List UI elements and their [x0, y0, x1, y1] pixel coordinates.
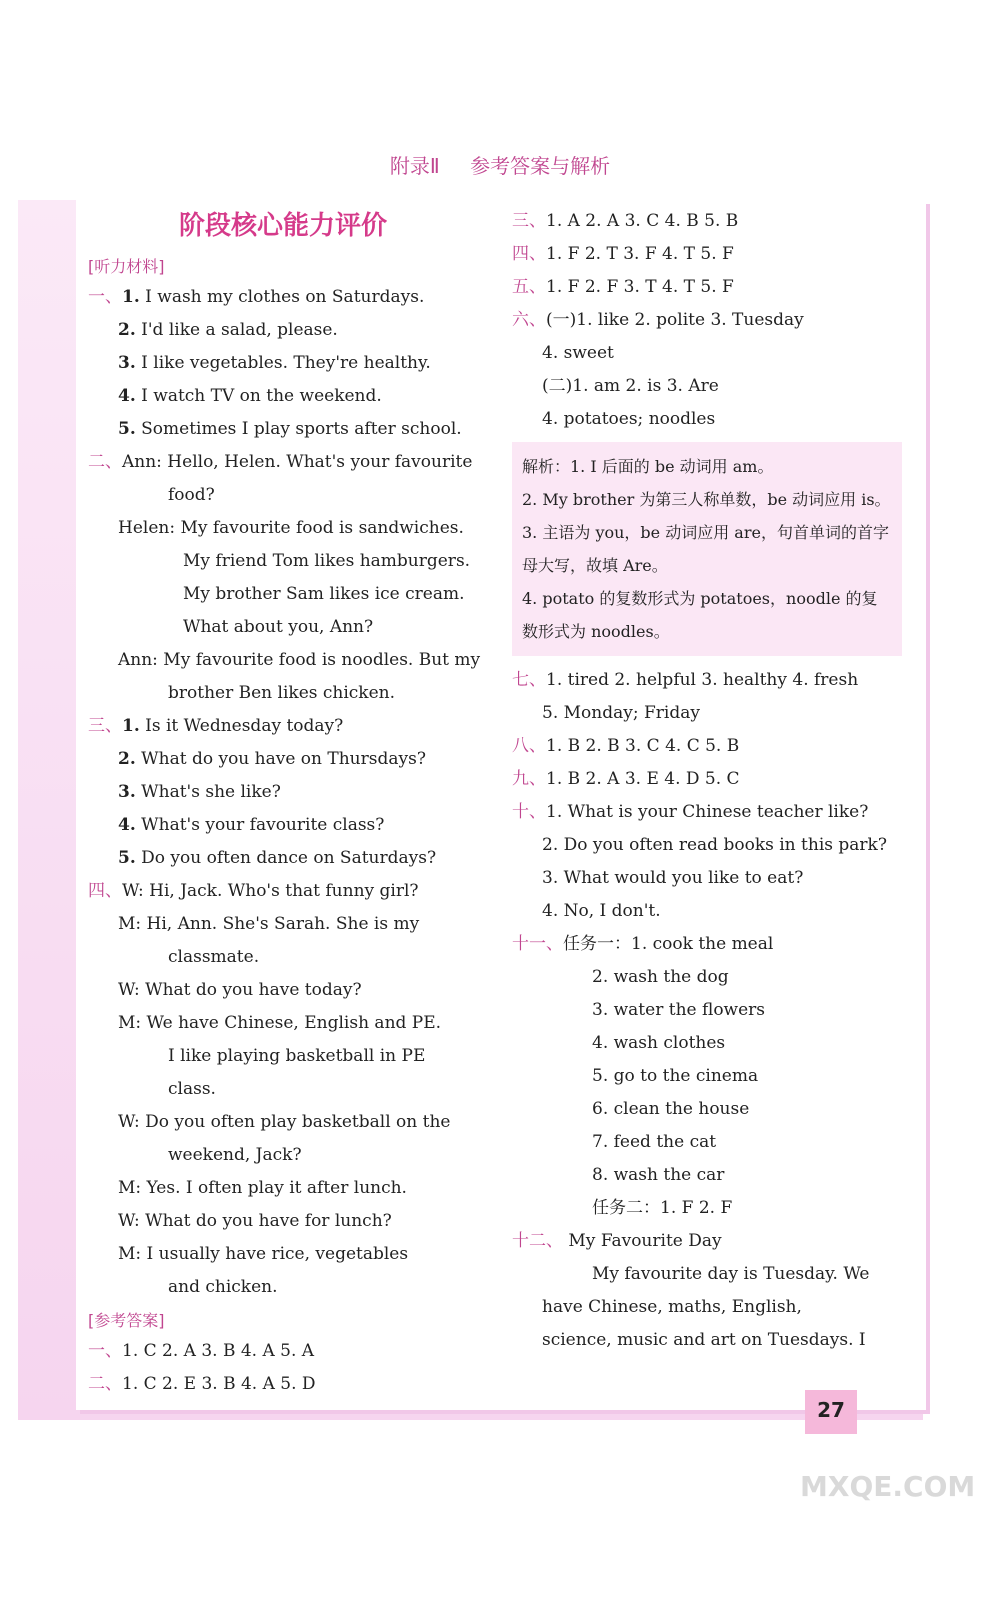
- line-text: science, music and art on Tuesdays. I: [542, 1330, 866, 1350]
- watermark: [800, 1470, 980, 1580]
- line-text: M: I usually have rice, vegetables: [118, 1244, 409, 1264]
- line-text: 1. B 2. B 3. C 4. C 5. B: [546, 736, 740, 756]
- answer-line: [512, 337, 907, 370]
- section-number: 一、: [88, 1341, 122, 1361]
- line-text: 1. C 2. A 3. B 4. A 5. A: [122, 1341, 315, 1361]
- analysis-line: 4. potato 的复数形式为 potatoes，noodle 的复数形式为 noodles。: [522, 589, 878, 641]
- listening-line: [88, 1106, 478, 1139]
- left-column: [88, 205, 481, 1401]
- line-text: Do you often dance on Saturdays?: [135, 848, 437, 868]
- section-number: 二、: [88, 452, 122, 472]
- listening-line: [88, 644, 481, 677]
- listening-line: [88, 1073, 478, 1106]
- answer-lines: [88, 1335, 478, 1401]
- listening-line: [88, 1238, 478, 1271]
- section-number: 九、: [512, 769, 546, 789]
- listening-line: [88, 974, 478, 1007]
- answer-line: [512, 370, 907, 403]
- listening-line: [88, 578, 478, 611]
- line-text: 1. F 2. F 3. T 4. T 5. F: [546, 277, 734, 297]
- listening-line: [88, 380, 478, 413]
- page-number: 27: [805, 1390, 857, 1434]
- answer-line: [512, 928, 907, 961]
- line-text: 3. What would you like to eat?: [542, 868, 804, 888]
- answer-line: [512, 829, 907, 862]
- answer-line: [512, 1192, 907, 1225]
- section-number: 二、: [88, 1374, 122, 1394]
- line-text: Is it Wednesday today?: [139, 716, 344, 736]
- item-number: 5.: [118, 419, 136, 439]
- listening-line: [88, 479, 478, 512]
- section-number: 一、: [88, 287, 122, 307]
- line-text: 1. tired 2. helpful 3. healthy 4. fresh: [546, 670, 859, 690]
- line-text: (二)1. am 2. is 3. Are: [542, 376, 719, 396]
- line-text: 2. Do you often read books in this park?: [542, 835, 887, 855]
- line-text: My Favourite Day: [563, 1231, 722, 1251]
- line-text: What's your favourite class?: [135, 815, 385, 835]
- line-text: What do you have on Thursdays?: [135, 749, 426, 769]
- item-number: 3.: [118, 353, 136, 373]
- answer-line: [512, 1225, 907, 1258]
- listening-line: [88, 1007, 478, 1040]
- answer-line: [512, 238, 907, 271]
- line-text: 1. A 2. A 3. C 4. B 5. B: [546, 211, 739, 231]
- line-text: brother Ben likes chicken.: [168, 683, 396, 703]
- item-number: 2.: [118, 749, 136, 769]
- listening-line: [88, 413, 478, 446]
- answer-line: [512, 664, 907, 697]
- right-column: [512, 205, 907, 1357]
- line-text: I wash my clothes on Saturdays.: [139, 287, 425, 307]
- answer-line: [88, 1335, 478, 1368]
- line-text: 1. C 2. E 3. B 4. A 5. D: [122, 1374, 316, 1394]
- answer-line: [512, 1093, 907, 1126]
- listening-line: [88, 446, 478, 479]
- line-text: 3. water the flowers: [592, 1000, 766, 1020]
- line-text: W: Do you often play basketball on the: [118, 1112, 451, 1132]
- listening-line: [88, 941, 478, 974]
- line-text: 2. wash the dog: [592, 967, 729, 987]
- listening-line: [88, 1271, 478, 1304]
- line-text: W: What do you have for lunch?: [118, 1211, 392, 1231]
- listening-line: [88, 512, 478, 545]
- line-text: I watch TV on the weekend.: [135, 386, 382, 406]
- section-number: 六、: [512, 310, 546, 330]
- listening-line: [88, 1205, 478, 1238]
- answer-line: [512, 763, 907, 796]
- line-text: 5. go to the cinema: [592, 1066, 759, 1086]
- listening-line: [88, 875, 478, 908]
- analysis-box: [512, 442, 902, 656]
- line-text: 4. potatoes; noodles: [542, 409, 716, 429]
- answer-line: [512, 1126, 907, 1159]
- analysis-line: 解析：1. I 后面的 be 动词用 am。: [522, 457, 774, 476]
- section-number: 八、: [512, 736, 546, 756]
- section-number: 三、: [88, 716, 122, 736]
- line-text: (一)1. like 2. polite 3. Tuesday: [546, 310, 804, 330]
- answer-line: [512, 1324, 907, 1357]
- line-text: have Chinese, maths, English,: [542, 1297, 802, 1317]
- analysis-line: 2. My brother 为第三人称单数，be 动词应用 is。: [522, 490, 891, 509]
- listening-tag: [听力材料]: [88, 257, 165, 276]
- line-text: 7. feed the cat: [592, 1132, 717, 1152]
- line-text: Ann: My favourite food is noodles. But my: [118, 650, 481, 670]
- line-text: Helen: My favourite food is sandwiches.: [118, 518, 464, 538]
- line-text: What's she like?: [135, 782, 281, 802]
- answer-line: [512, 1291, 907, 1324]
- listening-line: [88, 776, 478, 809]
- line-text: and chicken.: [168, 1277, 278, 1297]
- watermark-text: MXQE.COM: [800, 1470, 976, 1503]
- item-number: 3.: [118, 782, 136, 802]
- answer-line: [512, 862, 907, 895]
- listening-line: [88, 743, 478, 776]
- section-number: 十、: [512, 802, 546, 822]
- answer-line: [512, 730, 907, 763]
- line-text: 4. sweet: [542, 343, 614, 363]
- answer-line: [512, 205, 907, 238]
- line-text: weekend, Jack?: [168, 1145, 302, 1165]
- item-number: 1.: [122, 716, 140, 736]
- line-text: Sometimes I play sports after school.: [135, 419, 462, 439]
- listening-line: [88, 314, 478, 347]
- answer-line: [512, 895, 907, 928]
- section-number: 十一、: [512, 934, 563, 954]
- line-text: M: Hi, Ann. She's Sarah. She is my: [118, 914, 420, 934]
- line-text: food?: [168, 485, 215, 505]
- line-text: Ann: Hello, Helen. What's your favourite: [122, 452, 473, 472]
- answer-line: [512, 304, 907, 337]
- item-number: 5.: [118, 848, 136, 868]
- header-title: 参考答案与解析: [470, 154, 611, 178]
- line-text: 8. wash the car: [592, 1165, 725, 1185]
- line-text: My friend Tom likes hamburgers.: [183, 551, 471, 571]
- section-number: 四、: [512, 244, 546, 264]
- line-text: W: Hi, Jack. Who's that funny girl?: [122, 881, 419, 901]
- line-text: class.: [168, 1079, 216, 1099]
- section-number: 十二、: [512, 1231, 563, 1251]
- answer-line: [512, 403, 907, 436]
- answer-line: [512, 994, 907, 1027]
- line-text: I like vegetables. They're healthy.: [135, 353, 431, 373]
- page-header: [0, 150, 1000, 179]
- listening-line: [88, 908, 478, 941]
- line-text: M: Yes. I often play it after lunch.: [118, 1178, 407, 1198]
- answer-tag: [参考答案]: [88, 1311, 165, 1330]
- line-text: classmate.: [168, 947, 260, 967]
- line-text: 任务一：1. cook the meal: [563, 934, 774, 954]
- section-number: 五、: [512, 277, 546, 297]
- line-text: 4. No, I don't.: [542, 901, 661, 921]
- line-text: 1. What is your Chinese teacher like?: [546, 802, 869, 822]
- line-text: 1. B 2. A 3. E 4. D 5. C: [546, 769, 740, 789]
- listening-lines: [88, 281, 481, 1304]
- line-text: 任务二：1. F 2. F: [592, 1198, 733, 1218]
- answer-line: [512, 796, 907, 829]
- header-appendix: 附录Ⅱ: [389, 154, 440, 178]
- answer-lines-bottom: [512, 664, 907, 1357]
- line-text: 4. wash clothes: [592, 1033, 726, 1053]
- item-number: 4.: [118, 386, 136, 406]
- answer-line: [512, 271, 907, 304]
- line-text: M: We have Chinese, English and PE.: [118, 1013, 442, 1033]
- answer-line: [512, 1159, 907, 1192]
- item-number: 2.: [118, 320, 136, 340]
- line-text: I like playing basketball in PE: [168, 1046, 426, 1066]
- line-text: I'd like a salad, please.: [135, 320, 338, 340]
- section-number: 三、: [512, 211, 546, 231]
- answer-line: [88, 1368, 478, 1401]
- listening-line: [88, 347, 478, 380]
- line-text: What about you, Ann?: [183, 617, 374, 637]
- line-text: W: What do you have today?: [118, 980, 362, 1000]
- answer-line: [512, 1027, 907, 1060]
- section-number: 四、: [88, 881, 122, 901]
- line-text: 6. clean the house: [592, 1099, 750, 1119]
- listening-line: [88, 809, 478, 842]
- item-number: 4.: [118, 815, 136, 835]
- answer-line: [512, 1060, 907, 1093]
- analysis-line: 3. 主语为 you，be 动词应用 are，句首单词的首字母大写，故填 Are。: [522, 523, 889, 575]
- line-text: My favourite day is Tuesday. We: [592, 1264, 870, 1284]
- answer-line: [512, 961, 907, 994]
- listening-line: [88, 710, 478, 743]
- answer-line: [512, 697, 907, 730]
- listening-line: [88, 611, 478, 644]
- answer-line: [512, 1258, 907, 1291]
- listening-line: [88, 1040, 478, 1073]
- line-text: 1. F 2. T 3. F 4. T 5. F: [546, 244, 734, 264]
- line-text: 5. Monday; Friday: [542, 703, 700, 723]
- answer-lines-top: [512, 205, 907, 436]
- item-number: 1.: [122, 287, 140, 307]
- listening-line: [88, 842, 478, 875]
- listening-line: [88, 545, 478, 578]
- line-text: My brother Sam likes ice cream.: [183, 584, 465, 604]
- listening-line: [88, 1172, 478, 1205]
- section-number: 七、: [512, 670, 546, 690]
- listening-line: [88, 1139, 478, 1172]
- listening-line: [88, 281, 478, 314]
- listening-line: [88, 677, 478, 710]
- section-title: 阶段核心能力评价: [178, 211, 387, 241]
